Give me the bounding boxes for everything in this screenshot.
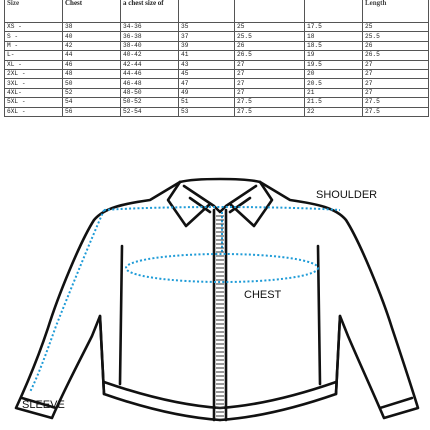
table-cell: 27 [363,88,429,97]
table-row [5,23,429,32]
table-cell: 45 [179,69,235,78]
table-cell: 27 [363,60,429,69]
table-cell: 43 [179,60,235,69]
table-cell: 27 [235,79,305,88]
table-cell: 48-50 [121,88,179,97]
table-cell: 53 [179,107,235,116]
table-cell: 34-36 [121,23,179,32]
table-row [5,98,429,107]
table-cell: 27 [235,88,305,97]
table-cell: XL - [5,60,63,69]
table-cell: 40 [63,32,121,41]
chest-label: CHEST [244,289,282,301]
header-size: Size [5,0,63,23]
table-cell: 27.5 [363,107,429,116]
table-cell: 51 [179,98,235,107]
table-cell: 26.5 [363,51,429,60]
table-cell: 5XL - [5,98,63,107]
table-cell: 27.5 [235,98,305,107]
table-cell: 47 [179,79,235,88]
table-cell: 27 [363,69,429,78]
table-cell: 38 [63,23,121,32]
header-chest: Chest [63,0,121,23]
table-cell: 19 [305,51,363,60]
table-row [5,107,429,116]
table-cell: 42-44 [121,60,179,69]
table-cell: 21.5 [305,98,363,107]
table-row [5,79,429,88]
table-cell: 46 [63,60,121,69]
table-cell: 20 [305,69,363,78]
table-cell: M - [5,41,63,50]
table-cell: 4XL- [5,88,63,97]
header-length: Length [363,0,429,23]
table-cell: 25 [363,23,429,32]
table-cell: 22 [305,107,363,116]
table-cell: XS - [5,23,63,32]
table-cell: S - [5,32,63,41]
table-cell: 37 [179,32,235,41]
table-cell: 21 [305,88,363,97]
table-cell: 54 [63,98,121,107]
table-cell: 26 [235,41,305,50]
table-row [5,41,429,50]
table-cell: 49 [179,88,235,97]
table-cell: 36-38 [121,32,179,41]
table-cell: 27 [235,69,305,78]
table-cell: 27 [235,60,305,69]
table-cell: 41 [179,51,235,60]
jacket-diagram [0,176,430,430]
table-cell: 26 [363,41,429,50]
table-cell: 18.5 [305,41,363,50]
table-row [5,32,429,41]
table-row [5,51,429,60]
table-cell: 25.5 [363,32,429,41]
table-cell: 2XL - [5,69,63,78]
table-cell: 3XL - [5,79,63,88]
table-cell: 42 [63,41,121,50]
table-header-row [5,0,429,23]
table-cell: 52 [63,88,121,97]
table-cell: 20.5 [305,79,363,88]
table-row [5,69,429,78]
header-col-5 [235,0,305,23]
table-cell: 44-46 [121,69,179,78]
table-cell: 6XL - [5,107,63,116]
sleeve-label: SLEEVE [22,399,65,411]
table-cell: 46-48 [121,79,179,88]
table-cell: 18 [305,32,363,41]
table-cell: 52-54 [121,107,179,116]
header-col-6 [305,0,363,23]
table-cell: 27.5 [363,98,429,107]
table-cell: 19.5 [305,60,363,69]
header-fits-chest: a chest size of [121,0,179,23]
table-cell: 26.5 [235,51,305,60]
table-cell: 39 [179,41,235,50]
table-cell: 50-52 [121,98,179,107]
table-cell: 44 [63,51,121,60]
table-cell: L- [5,51,63,60]
table-cell: 27.5 [235,107,305,116]
table-cell: 50 [63,79,121,88]
shoulder-label: SHOULDER [316,189,378,201]
table-cell: 38-40 [121,41,179,50]
table-cell: 25.5 [235,32,305,41]
table-cell: 35 [179,23,235,32]
size-chart-table [4,0,429,117]
table-cell: 25 [235,23,305,32]
table-cell: 17.5 [305,23,363,32]
table-cell: 48 [63,69,121,78]
table-cell: 56 [63,107,121,116]
table-cell: 40-42 [121,51,179,60]
header-col-4 [179,0,235,23]
table-cell: 27 [363,79,429,88]
table-row [5,88,429,97]
table-row [5,60,429,69]
